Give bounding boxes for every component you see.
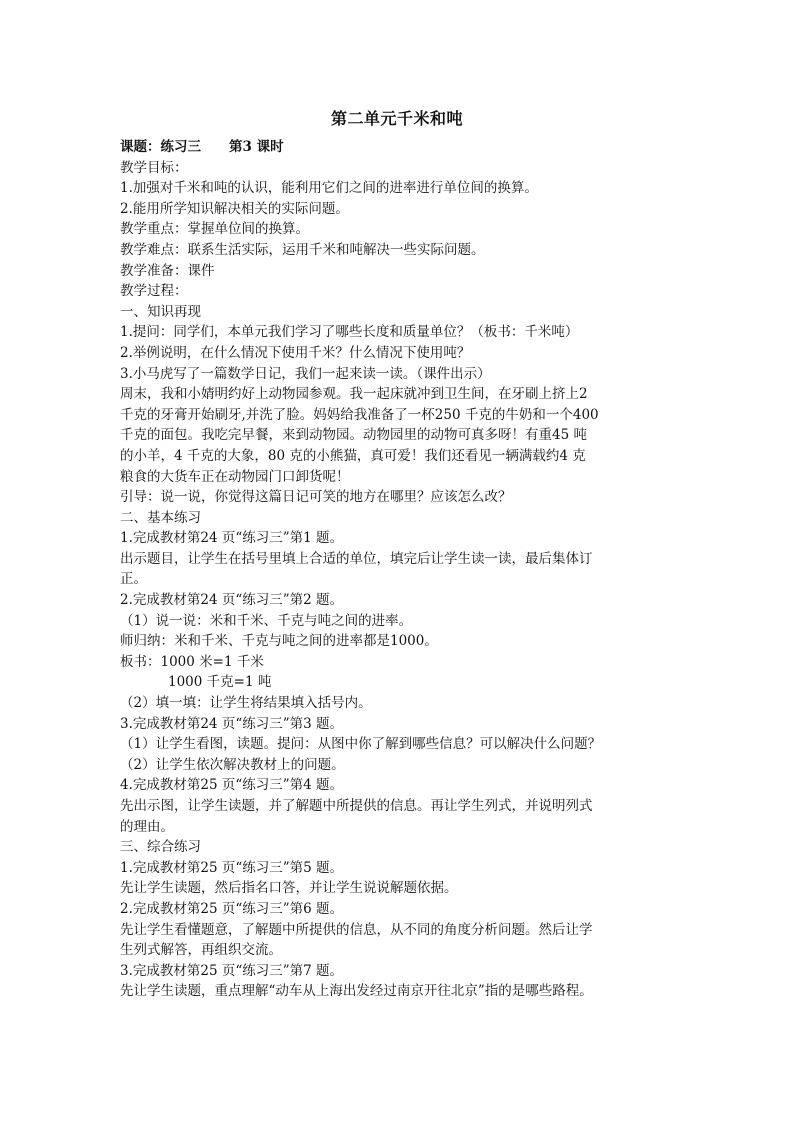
paragraph-line: （2）填一填：让学生将结果填入括号内。 xyxy=(120,695,372,712)
paragraph-line: （1）说一说：米和千米、千克与吨之间的进率。 xyxy=(120,612,413,629)
exercise-item: 1.完成教材第24 页“练习三”第1 题。 xyxy=(120,530,344,547)
paragraph-line: 的理由。 xyxy=(120,818,174,835)
exercise-item: 4.完成教材第25 页“练习三”第4 题。 xyxy=(120,777,344,794)
diary-line: 周末，我和小婧明约好上动物园参观。我一起床就冲到卫生间，在牙刷上挤上2 xyxy=(120,386,588,403)
paragraph-line: （1）让学生看图，读题。提问：从图中你了解到哪些信息？可以解决什么问题？ xyxy=(120,736,602,753)
paragraph-line: 正。 xyxy=(120,571,147,588)
paragraph-line: 3.小马虎写了一篇数学日记，我们一起来读一读。（课件出示） xyxy=(120,365,491,382)
paragraph-line: （2）让学生依次解决教材上的问题。 xyxy=(120,756,345,773)
lesson-period: 第3 课时 xyxy=(229,139,284,155)
exercise-item: 3.完成教材第25 页“练习三”第7 题。 xyxy=(120,962,344,979)
objective-item: 2.能用所学知识解决相关的实际问题。 xyxy=(120,200,349,217)
objective-item: 1.加强对千米和吨的认识，能利用它们之间的进率进行单位间的换算。 xyxy=(120,180,538,197)
preparation: 教学准备：课件 xyxy=(120,262,215,279)
paragraph-line: 引导：说一说，你觉得这篇日记可笑的地方在哪里？应该怎么改？ xyxy=(120,489,512,506)
lesson-topic: 课题：练习三 xyxy=(120,139,201,155)
board-writing: 板书：1000 米=1 千米 xyxy=(120,653,264,670)
paragraph-line: 1.提问：同学们，本单元我们学习了哪些长度和质量单位？（板书：千米吨） xyxy=(120,324,579,341)
section-heading: 三、综合练习 xyxy=(120,839,201,856)
section-heading: 二、基本练习 xyxy=(120,509,201,526)
diary-line: 的小羊，4 千克的大象，80 克的小熊猫，真可爱！我们还看见一辆满载约4 克 xyxy=(120,447,586,464)
board-writing: 1000 千克=1 吨 xyxy=(168,674,272,691)
exercise-item: 2.完成教材第25 页“练习三”第6 题。 xyxy=(120,900,344,917)
section-label-objectives: 教学目标： xyxy=(120,159,188,176)
paragraph-line: 出示题目，让学生在括号里填上合适的单位，填完后让学生读一读，最后集体订 xyxy=(120,550,593,567)
exercise-item: 1.完成教材第25 页“练习三”第5 题。 xyxy=(120,859,344,876)
paragraph-line: 先让学生读题，重点理解“动车从上海出发经过南京开往北京”指的是哪些路程。 xyxy=(120,983,593,1000)
diary-line: 千克的面包。我吃完早餐，来到动物园。动物园里的动物可真多呀！有重45 吨 xyxy=(120,427,587,444)
document-title: 第二单元千米和吨 xyxy=(330,109,463,128)
exercise-item: 3.完成教材第24 页“练习三”第3 题。 xyxy=(120,715,344,732)
paragraph-line: 先让学生看懂题意，了解题中所提供的信息，从不同的角度分析问题。然后让学 xyxy=(120,921,593,938)
diary-line: 粮食的大货车正在动物园门口卸货呢！ xyxy=(120,468,350,485)
lesson-heading xyxy=(120,137,680,158)
paragraph-line: 先让学生读题，然后指名口答，并让学生说说解题依据。 xyxy=(120,880,458,897)
document-body xyxy=(120,137,680,1002)
paragraph-line: 2.举例说明，在什么情况下使用千米？什么情况下使用吨？ xyxy=(120,344,471,361)
paragraph-line: 师归纳：米和千米、千克与吨之间的进率都是1000。 xyxy=(120,633,438,650)
section-heading: 一、知识再现 xyxy=(120,303,201,320)
section-label-process: 教学过程： xyxy=(120,283,188,300)
paragraph-line: 先出示图，让学生读题，并了解题中所提供的信息。再让学生列式，并说明列式 xyxy=(120,798,593,814)
difficult-point: 教学难点：联系生活实际，运用千米和吨解决一些实际问题。 xyxy=(120,241,485,258)
diary-line: 千克的牙膏开始刷牙,并洗了脸。妈妈给我准备了一杯250 千克的牛奶和一个400 xyxy=(120,406,599,423)
key-point: 教学重点：掌握单位间的换算。 xyxy=(120,221,309,238)
exercise-item: 2.完成教材第24 页“练习三”第2 题。 xyxy=(120,592,344,609)
paragraph-line: 生列式解答，再组织交流。 xyxy=(120,942,282,959)
